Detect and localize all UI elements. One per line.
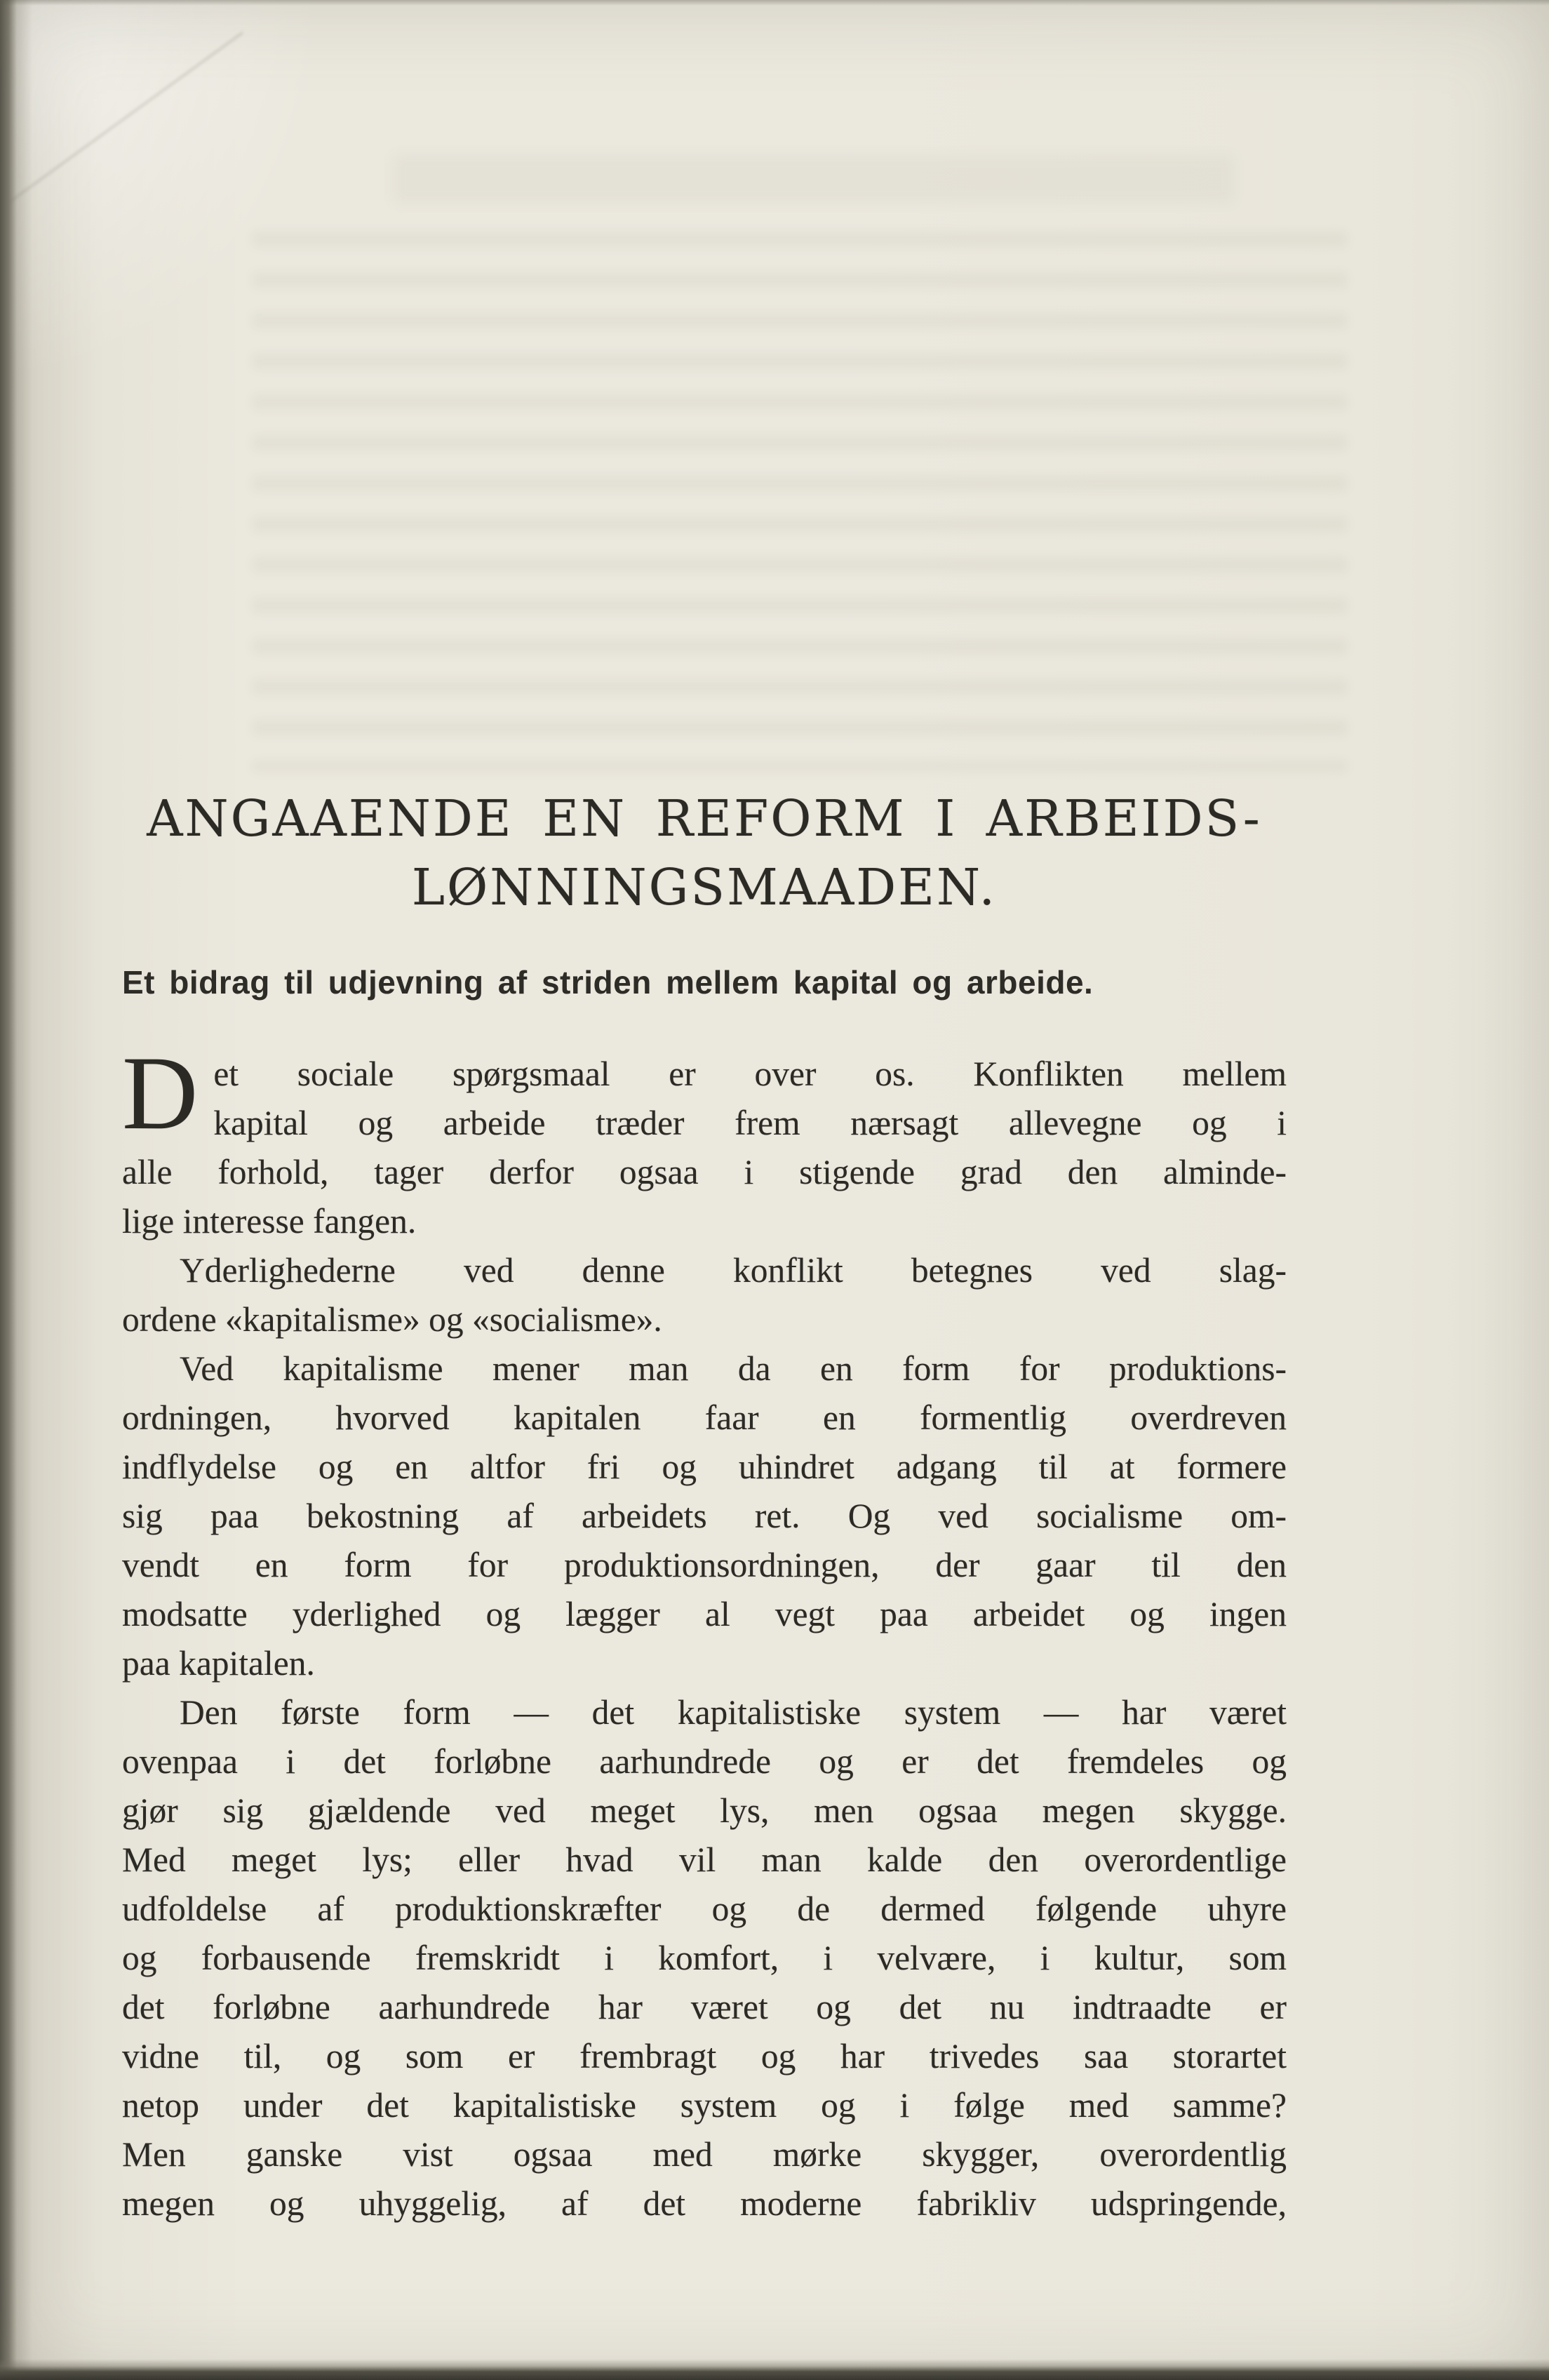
text-line: modsatte yderlighed og lægger al vegt paa arbeidet og ingen [122,1595,1287,1633]
page-bottom-edge [0,2359,1549,2380]
text-line: Yderlighederne ved denne konflikt betegnes ved slag- [180,1251,1287,1290]
dropcap-letter: D [122,1035,199,1151]
text-line: kapital og arbeide træder frem nærsagt allevegne og i [213,1104,1287,1142]
text-line: ordningen, hvorved kapitalen faar en formentlig overdreven [122,1398,1287,1437]
page-bleedthrough-top [393,154,1235,203]
paragraph [122,1035,1287,1246]
page-corner-highlight [0,0,337,393]
page-bleedthrough [253,232,1347,772]
text-line: indflydelse og en altfor fri og uhindret adgang til at formere [122,1448,1287,1486]
text-line: vendt en form for produktionsordningen, der gaar til den [122,1546,1287,1584]
text-line: et sociale spørgsmaal er over os. Konflikten mellem [213,1055,1287,1093]
article-subtitle: Et bidrag til udjevning af striden mellem kapital og arbeide. [122,964,1094,1001]
text-line: Med meget lys; eller hvad vil man kalde den overordentlige [122,1840,1287,1879]
text-line: gjør sig gjældende ved meget lys, men ogsaa megen skygge. [122,1791,1287,1830]
text-line: ordene «kapitalisme» og «socialisme». [122,1300,662,1339]
text-line: vidne til, og som er frembragt og har trivedes saa storartet [122,2037,1287,2075]
page-content [122,784,1287,2228]
text-line: lige interesse fangen. [122,1202,417,1241]
text-line: det forløbne aarhundrede har været og det nu indtraadte er [122,1988,1287,2026]
page-binding-edge [0,0,32,2380]
article-title-line-2: LØNNINGSMAADEN. [411,858,998,916]
text-line: udfoldelse af produktionskræfter og de dermed følgende uhyre [122,1890,1287,1928]
article-body [122,1035,1287,2228]
paragraph [122,1688,1287,2228]
page-top-edge [0,0,1549,6]
text-line: paa kapitalen. [122,1644,315,1683]
text-line: og forbausende fremskridt i komfort, i velvære, i kultur, som [122,1939,1287,1977]
text-line: Den første form — det kapitalistiske system — har været [180,1693,1287,1732]
paragraph [122,1344,1287,1688]
text-line: Ved kapitalisme mener man da en form for produktions- [180,1349,1287,1388]
article-title [122,784,1287,922]
paragraph [122,1246,1287,1344]
text-line: alle forhold, tager derfor ogsaa i stigende grad den alminde- [122,1153,1287,1191]
article-title-line-1: ANGAAENDE EN REFORM I ARBEIDS- [147,789,1262,848]
text-line: netop under det kapitalistiske system og i følge med samme? [122,2086,1287,2125]
text-line: ovenpaa i det forløbne aarhundrede og er det fremdeles og [122,1742,1287,1781]
text-line: Men ganske vist ogsaa med mørke skygger, overordentlig [122,2135,1287,2174]
text-line: megen og uhyggelig, af det moderne fabrikliv udspringende, [122,2184,1287,2223]
text-line: sig paa bekostning af arbeidets ret. Og ved socialisme om- [122,1497,1287,1535]
